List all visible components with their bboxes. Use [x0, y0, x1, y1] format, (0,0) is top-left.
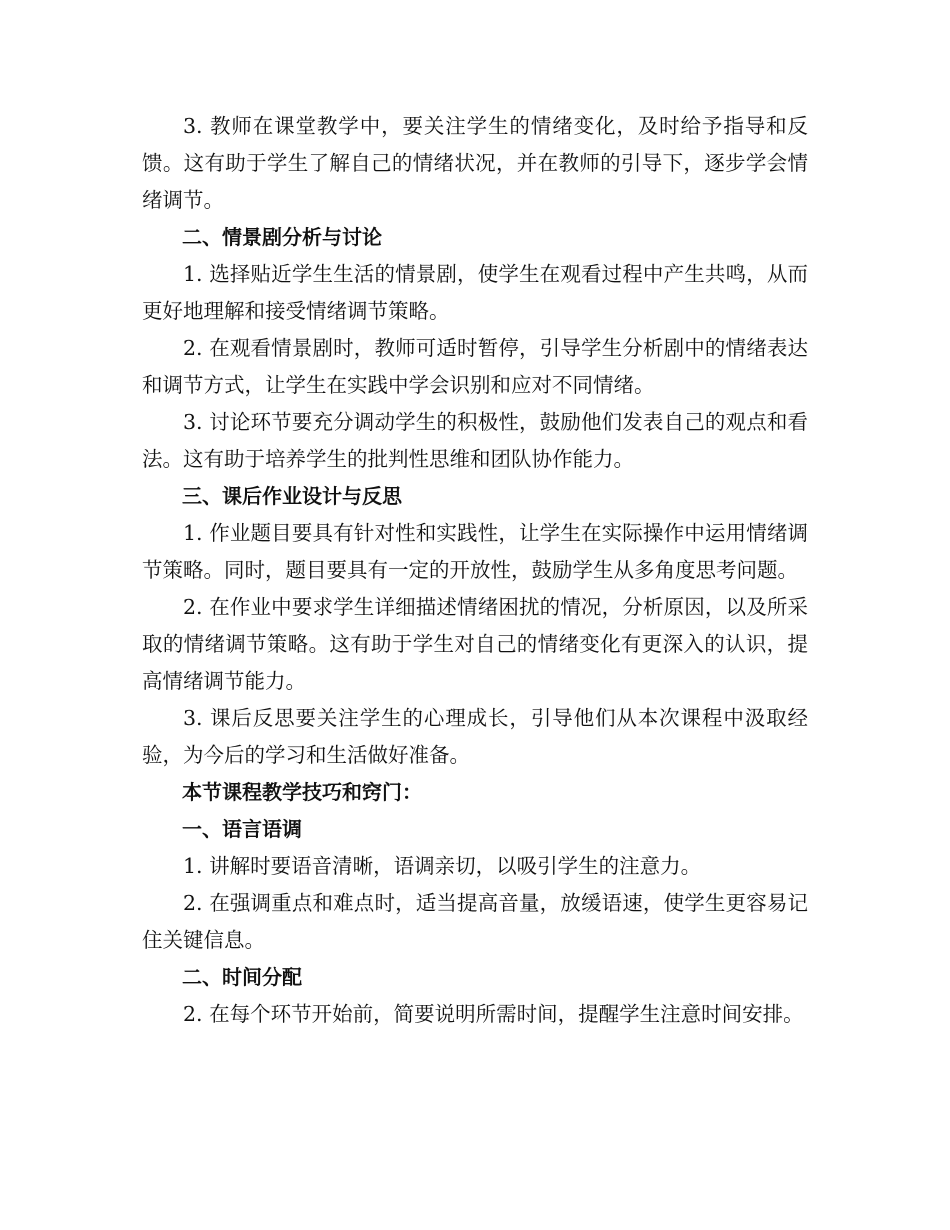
paragraph-discussion: 3. 讨论环节要充分调动学生的积极性，鼓励他们发表自己的观点和看法。这有助于培养学生的批判性思维和团队协作能力。: [142, 410, 808, 471]
document-page: [142, 108, 808, 1033]
paragraph-teacher-feedback: 3. 教师在课堂教学中，要关注学生的情绪变化，及时给予指导和反馈。这有助于学生了解自己的情绪状况，并在教师的引导下，逐步学会情绪调节。: [142, 114, 808, 212]
paragraph-homework-questions: 1. 作业题目要具有针对性和实践性，让学生在实际操作中运用情绪调节策略。同时，题目要具有一定的开放性，鼓励学生从多角度思考问题。: [142, 521, 808, 582]
paragraph-time-notice: 2. 在每个环节开始前，简要说明所需时间，提醒学生注意时间安排。: [183, 1002, 804, 1026]
section-heading-teaching-tips: 本节课程教学技巧和窍门：: [182, 780, 422, 804]
section-heading-language-tone: 一、语言语调: [182, 817, 302, 841]
paragraph-homework-description: 2. 在作业中要求学生详细描述情绪困扰的情况，分析原因，以及所采取的情绪调节策略。这有助于学生对自己的情绪变化有更深入的认识，提高情绪调节能力。: [142, 595, 808, 693]
section-heading-time-allocation: 二、时间分配: [182, 965, 302, 989]
paragraph-reflection: 3. 课后反思要关注学生的心理成长，引导他们从本次课程中汲取经验，为今后的学习和生活做好准备。: [142, 706, 808, 767]
section-heading-scenario-drama: 二、情景剧分析与讨论: [182, 225, 382, 249]
paragraph-pause-drama: 2. 在观看情景剧时，教师可适时暂停，引导学生分析剧中的情绪表达和调节方式，让学生在实践中学会识别和应对不同情绪。: [142, 336, 808, 397]
paragraph-emphasis: 2. 在强调重点和难点时，适当提高音量，放缓语速，使学生更容易记住关键信息。: [142, 891, 808, 952]
paragraph-clear-speech: 1. 讲解时要语音清晰，语调亲切，以吸引学生的注意力。: [183, 854, 702, 878]
paragraph-choose-drama: 1. 选择贴近学生生活的情景剧，使学生在观看过程中产生共鸣，从而更好地理解和接受情绪调节策略。: [142, 262, 808, 323]
section-heading-homework: 三、课后作业设计与反思: [182, 484, 402, 508]
